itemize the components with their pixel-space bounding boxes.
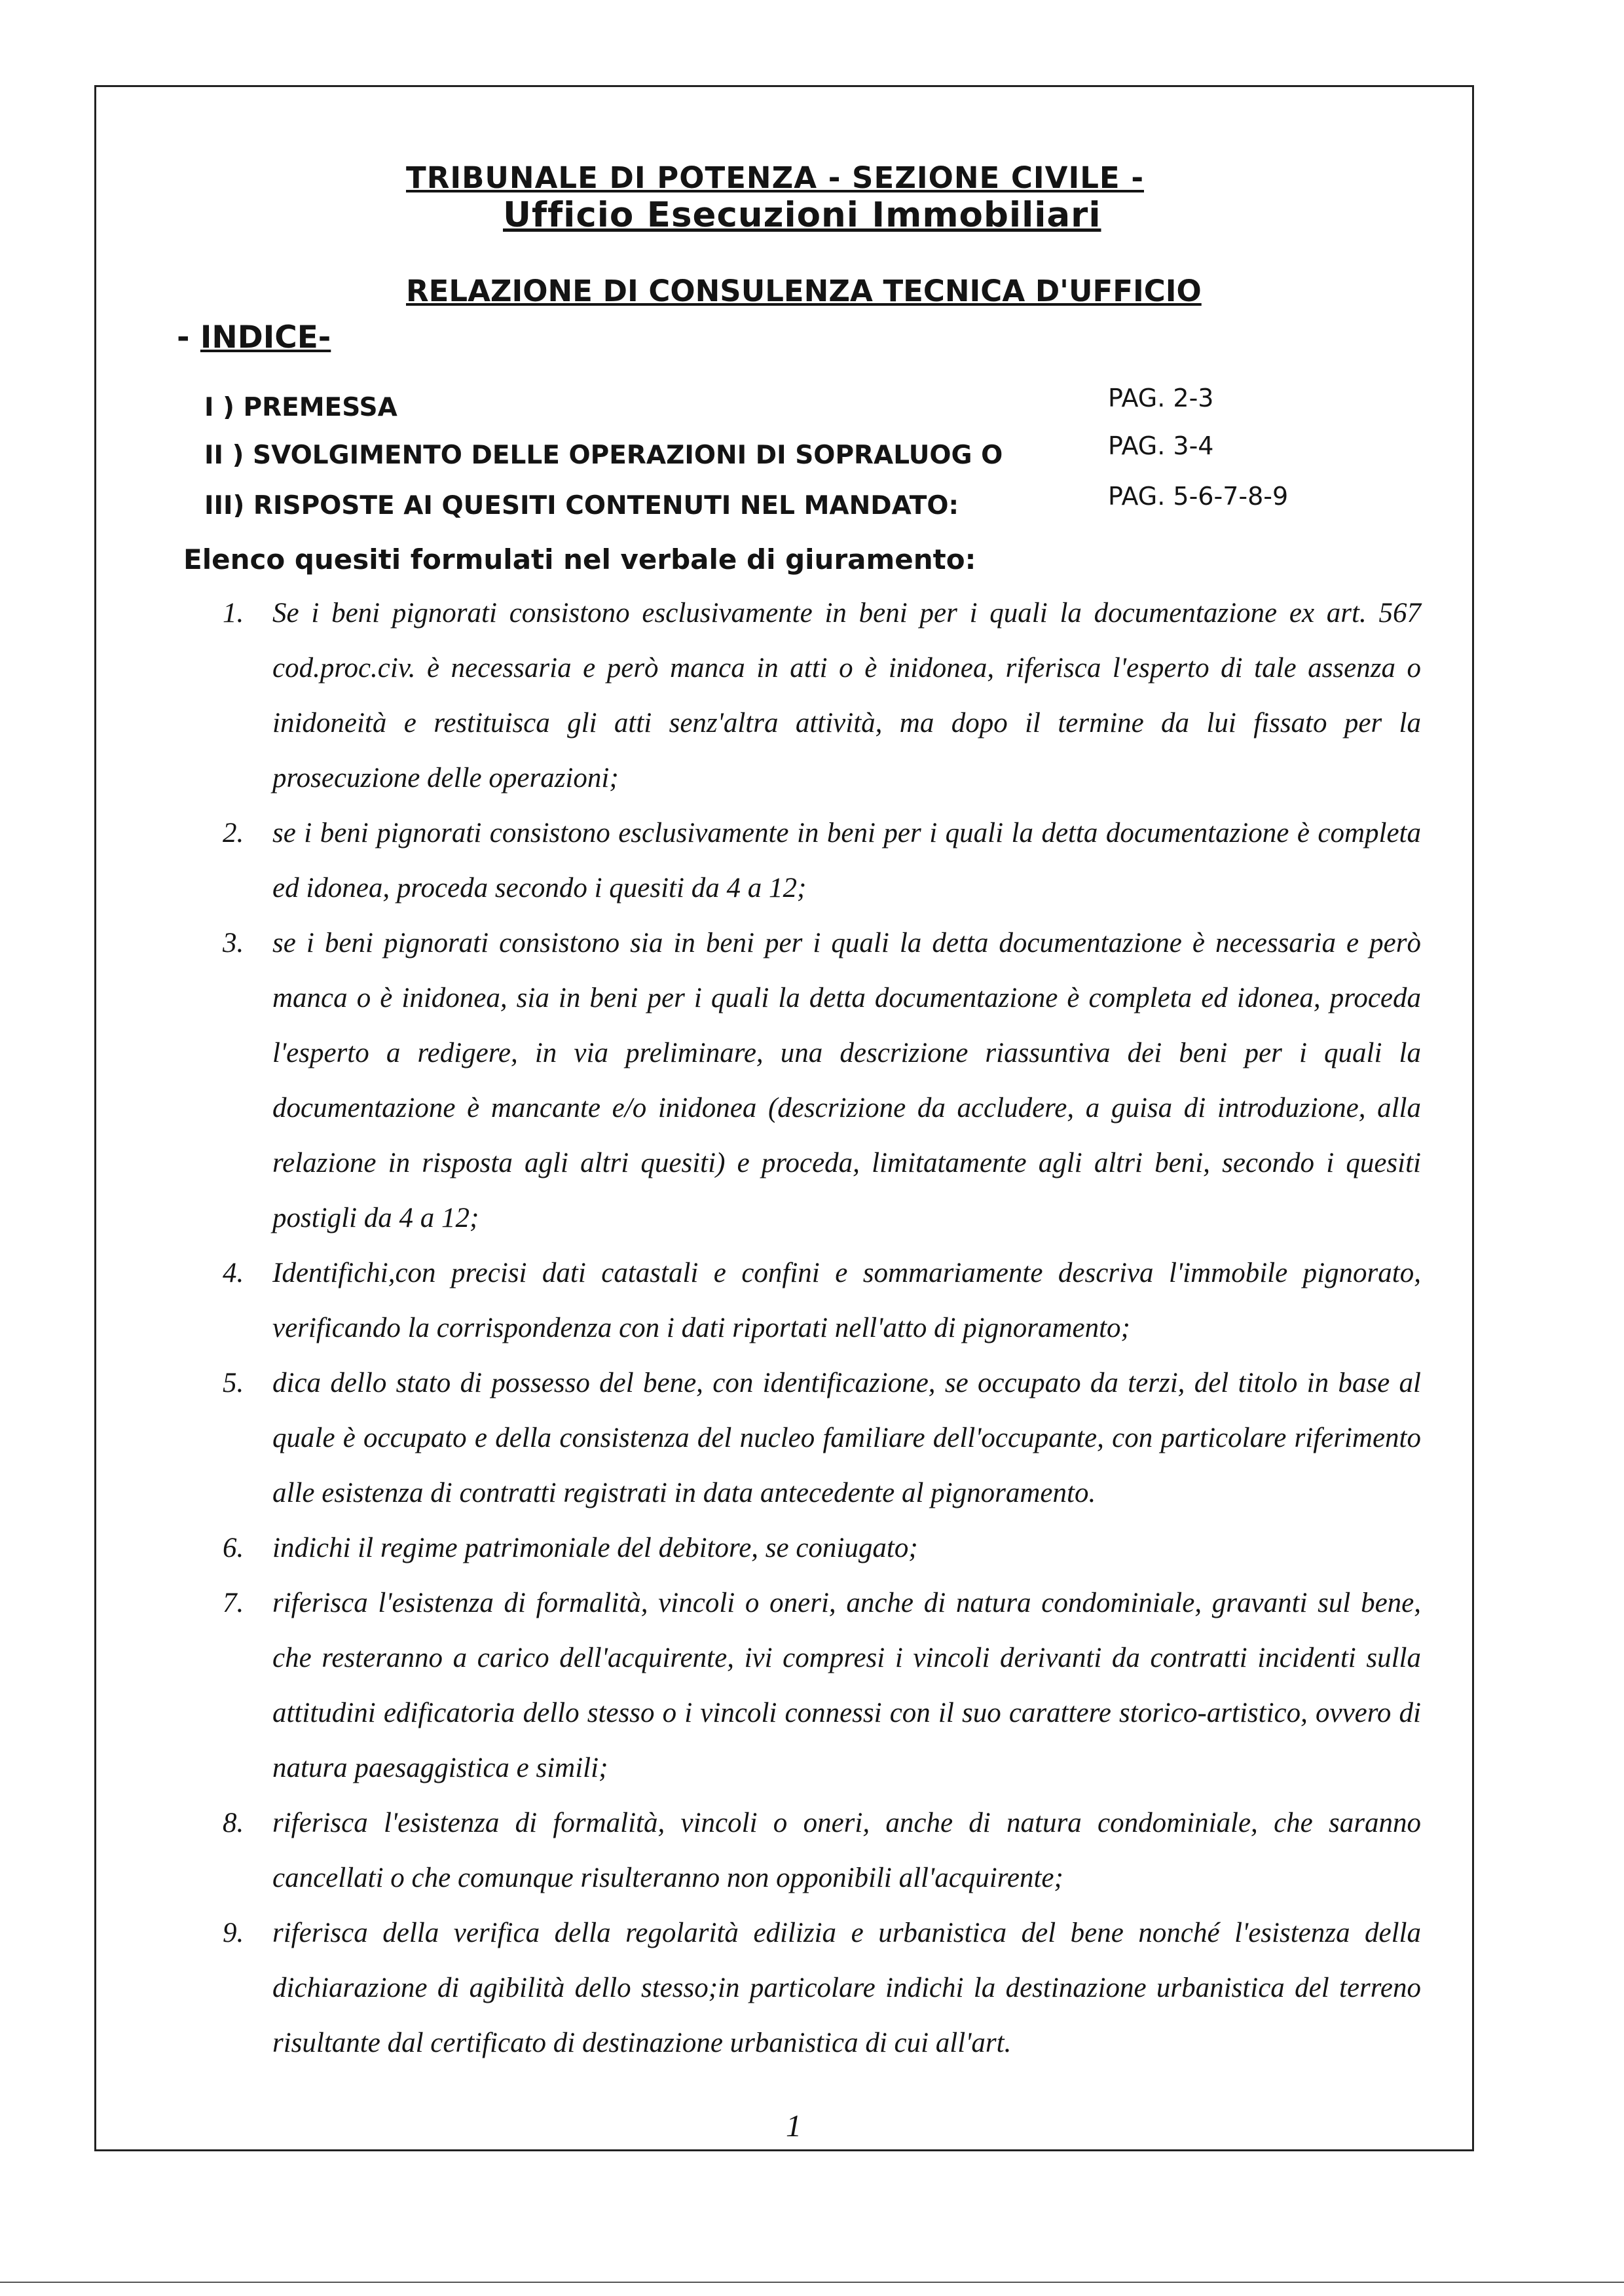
question-number: 8.: [223, 1808, 244, 1838]
question-item: [223, 1246, 1421, 1356]
question-number: 1.: [223, 598, 244, 629]
question-item: [223, 586, 1421, 806]
question-item: [223, 1576, 1421, 1796]
question-text: riferisca della verifica della regolarità edilizia e urbanistica del bene nonché l'esistenza della dichiarazione di agibilità dello stesso;in particolare indichi la destinazione urbanistica del terreno risultante dal certificato di destinazione urbanistica di cui all'art.: [272, 1918, 1421, 2058]
question-number: 9.: [223, 1918, 244, 1948]
question-number: 4.: [223, 1258, 244, 1288]
toc-entry-label: II ) SVOLGIMENTO DELLE OPERAZIONI DI SOPRALUOG O: [204, 441, 1003, 470]
toc-entry-pages: PAG. 3-4: [1108, 431, 1214, 460]
question-number: 7.: [223, 1588, 244, 1618]
index-title: INDICE-: [200, 319, 331, 355]
question-number: 5.: [223, 1368, 244, 1398]
office-title: Ufficio Esecuzioni Immobiliari: [503, 195, 1101, 235]
scan-edge-line: [0, 2282, 1624, 2283]
index-heading: [177, 319, 331, 355]
questions-heading: Elenco quesiti formulati nel verbale di giuramento:: [183, 543, 976, 575]
report-title: RELAZIONE DI CONSULENZA TECNICA D'UFFICIO: [406, 274, 1202, 308]
questions-list: [223, 586, 1421, 2071]
question-item: [223, 1906, 1421, 2071]
question-text: Se i beni pignorati consistono esclusivamente in beni per i quali la documentazione ex art. 567 cod.proc.civ. è necessaria e però manca in atti o è inidonea, riferisca l'esperto di tale assenza o inidoneità e restituisca gli atti senz'altra attività, ma dopo il termine da lui fissato per la prosecuzione delle operazioni;: [272, 598, 1421, 793]
question-text: se i beni pignorati consistono esclusivamente in beni per i quali la detta documentazione è completa ed idonea, proceda secondo i quesiti da 4 a 12;: [272, 818, 1421, 903]
toc-entry: [204, 384, 1318, 432]
question-number: 3.: [223, 928, 244, 958]
question-text: riferisca l'esistenza di formalità, vincoli o oneri, anche di natura condominiale, gravanti sul bene, che resteranno a carico dell'acquirente, ivi compresi i vincoli derivanti da contratti incidenti sulla attitudini edificatoria dello stesso o i vincoli connessi con il suo carattere storico-artistico, ovvero di natura paesaggistica e simili;: [272, 1588, 1421, 1783]
question-number: 6.: [223, 1533, 244, 1563]
toc-entry-pages: PAG. 5-6-7-8-9: [1108, 482, 1289, 511]
question-text: Identifichi,con precisi dati catastali e confini e sommariamente descriva l'immobile pignorato, verificando la corrispondenza con i dati riportati nell'atto di pignoramento;: [272, 1258, 1421, 1343]
index-prefix: -: [177, 319, 200, 355]
toc-entry-label: I ) PREMESSA: [204, 393, 397, 422]
page-number: 1: [786, 2109, 802, 2143]
toc-entry-label: III) RISPOSTE AI QUESITI CONTENUTI NEL MANDATO:: [204, 491, 959, 520]
question-text: se i beni pignorati consistono sia in beni per i quali la detta documentazione è necessaria e però manca o è inidonea, sia in beni per i quali la detta documentazione è completa ed idonea, proceda l'esperto a redigere, in via preliminare, una descrizione riassuntiva dei beni per i quali la documentazione è mancante e/o inidonea (descrizione da accludere, a guisa di introduzione, alla relazione in risposta agli altri quesiti) e proceda, limitatamente agli altri beni, secondo i quesiti postigli da 4 a 12;: [272, 928, 1421, 1233]
question-item: [223, 916, 1421, 1246]
question-item: [223, 1521, 1421, 1576]
toc-entry: [204, 431, 1318, 480]
question-item: [223, 1796, 1421, 1906]
question-item: [223, 1356, 1421, 1521]
question-text: riferisca l'esistenza di formalità, vincoli o oneri, anche di natura condominiale, che saranno cancellati o che comunque risulteranno non opponibili all'acquirente;: [272, 1808, 1421, 1893]
question-text: indichi il regime patrimoniale del debitore, se coniugato;: [272, 1533, 918, 1563]
question-text: dica dello stato di possesso del bene, con identificazione, se occupato da terzi, del titolo in base al quale è occupato e della consistenza del nucleo familiare dell'occupante, con particolare riferimento alle esistenza di contratti registrati in data antecedente al pignoramento.: [272, 1368, 1421, 1508]
court-title: TRIBUNALE DI POTENZA - SEZIONE CIVILE -: [406, 160, 1144, 195]
question-number: 2.: [223, 818, 244, 848]
question-item: [223, 806, 1421, 916]
toc-entry-pages: PAG. 2-3: [1108, 384, 1214, 412]
toc-entry: [204, 482, 1318, 530]
